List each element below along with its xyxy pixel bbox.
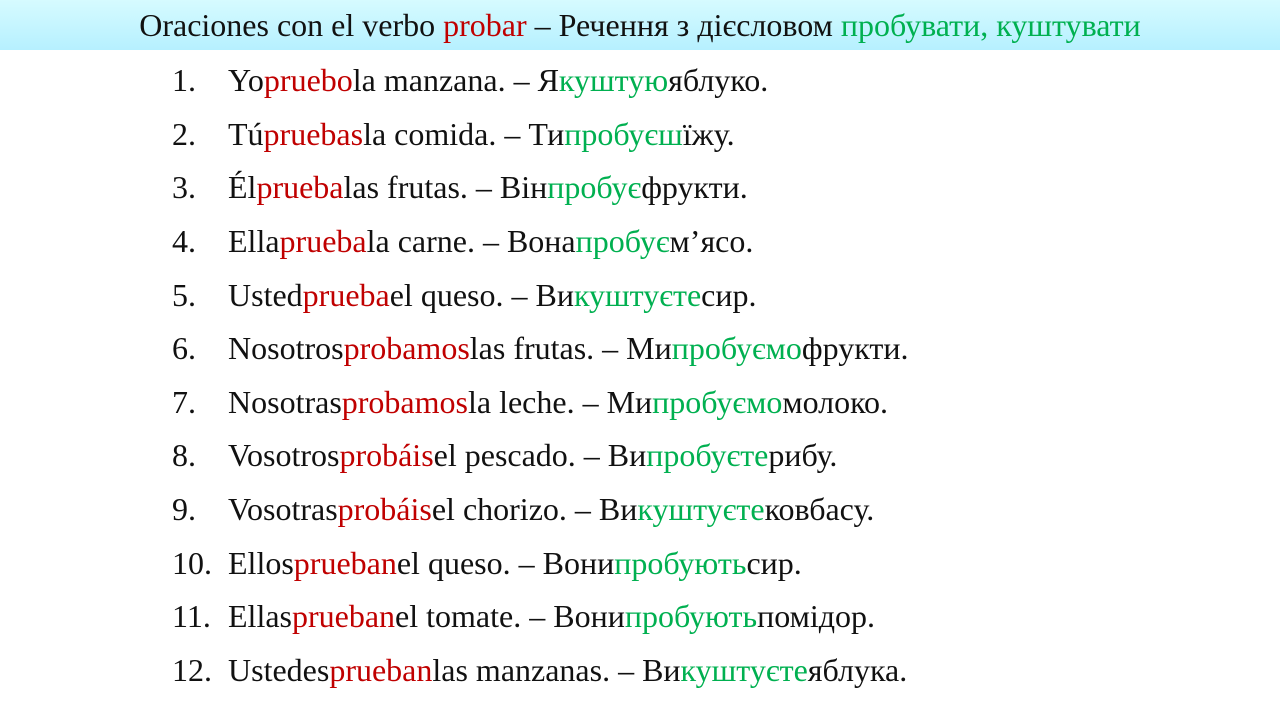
slide-title <box>139 0 1141 50</box>
sentence-item <box>172 483 908 537</box>
sentence-item <box>172 590 908 644</box>
sentence-item <box>172 322 908 376</box>
item-number: 2. <box>172 115 196 152</box>
es-subject: Vosotras <box>228 491 338 528</box>
es-subject: Ustedes <box>228 651 330 688</box>
es-verb: pruebo <box>263 62 353 99</box>
es-verb: prueban <box>293 544 397 581</box>
es-subject: Él <box>228 169 257 206</box>
item-number: 10. <box>172 544 212 581</box>
uk-verb: куштуєте <box>680 651 808 688</box>
es-rest: el tomate. – Вони <box>395 598 625 635</box>
title-es-verb: probar <box>443 7 527 43</box>
uk-verb: пробуєш <box>564 115 683 152</box>
uk-verb: пробує <box>547 169 642 206</box>
es-rest: las frutas. – Ми <box>469 330 672 367</box>
uk-verb: пробує <box>575 223 670 260</box>
es-rest: las manzanas. – Ви <box>432 651 681 688</box>
sentence-item <box>172 215 908 269</box>
item-number: 3. <box>172 169 196 206</box>
es-subject: Nosotras <box>228 383 342 420</box>
uk-verb: пробуємо <box>652 383 783 420</box>
es-verb: probamos <box>341 383 468 420</box>
item-number: 7. <box>172 383 196 420</box>
item-number: 4. <box>172 223 196 260</box>
es-subject: Tú <box>228 115 264 152</box>
sentence-item <box>172 108 908 162</box>
sentence-item <box>172 54 908 108</box>
es-verb: probáis <box>339 437 434 474</box>
uk-rest: ковбасу. <box>764 491 875 528</box>
sentence-item <box>172 268 908 322</box>
uk-verb: куштуєте <box>573 276 702 313</box>
sentence-item <box>172 161 908 215</box>
es-verb: pruebas <box>263 115 364 152</box>
uk-verb: куштуєте <box>637 491 765 528</box>
uk-rest: сир. <box>746 544 802 581</box>
uk-rest: яблуко. <box>668 62 769 99</box>
item-number: 11. <box>172 598 211 635</box>
es-verb: probamos <box>343 330 470 367</box>
uk-verb: пробуємо <box>671 330 802 367</box>
es-subject: Ellas <box>228 598 292 635</box>
uk-rest: фрукти. <box>801 330 909 367</box>
title-uk-prefix: Речення з дієсловом <box>558 7 841 43</box>
sentence-item <box>172 376 908 430</box>
uk-rest: сир. <box>701 276 757 313</box>
item-number: 6. <box>172 330 196 367</box>
es-verb: prueban <box>329 651 433 688</box>
es-verb: prueba <box>279 223 367 260</box>
item-number: 1. <box>172 62 196 99</box>
es-rest: las frutas. – Він <box>343 169 548 206</box>
sentence-list <box>172 54 908 697</box>
es-verb: prueba <box>256 169 344 206</box>
es-verb: prueban <box>291 598 396 635</box>
es-verb: prueba <box>302 276 390 313</box>
uk-rest: м’ясо. <box>669 223 754 260</box>
item-number: 8. <box>172 437 196 474</box>
uk-verb: куштую <box>558 62 669 99</box>
sentence-item <box>172 429 908 483</box>
uk-rest: помідор. <box>757 598 875 635</box>
uk-rest: яблука. <box>807 651 908 688</box>
es-rest: el chorizo. – Ви <box>431 491 638 528</box>
uk-rest: фрукти. <box>641 169 748 206</box>
es-rest: la comida. – Ти <box>363 115 565 152</box>
item-number: 5. <box>172 276 196 313</box>
es-subject: Yo <box>228 62 264 99</box>
title-separator: – <box>526 7 559 43</box>
es-subject: Ellos <box>228 544 294 581</box>
es-subject: Vosotros <box>228 437 340 474</box>
es-subject: Ella <box>228 223 280 260</box>
uk-rest: рибу. <box>768 437 838 474</box>
es-rest: la carne. – Вона <box>366 223 576 260</box>
sentence-item <box>172 536 908 590</box>
uk-verb: пробують <box>614 544 747 581</box>
es-rest: la manzana. – Я <box>352 62 559 99</box>
title-uk-verb: пробувати, куштувати <box>840 7 1141 43</box>
uk-rest: молоко. <box>782 383 889 420</box>
uk-rest: їжу. <box>682 115 735 152</box>
es-rest: el queso. – Ви <box>389 276 574 313</box>
uk-verb: пробують <box>624 598 758 635</box>
es-rest: el queso. – Вони <box>396 544 615 581</box>
title-es-prefix: Oraciones con el verbo <box>139 7 444 43</box>
item-number: 12. <box>172 651 212 688</box>
sentence-item <box>172 644 908 698</box>
es-rest: el pescado. – Ви <box>433 437 647 474</box>
es-subject: Usted <box>228 276 303 313</box>
title-bar <box>0 0 1280 50</box>
es-verb: probáis <box>337 491 432 528</box>
uk-verb: пробуєте <box>646 437 769 474</box>
item-number: 9. <box>172 491 196 528</box>
es-rest: la leche. – Ми <box>467 383 653 420</box>
es-subject: Nosotros <box>228 330 344 367</box>
